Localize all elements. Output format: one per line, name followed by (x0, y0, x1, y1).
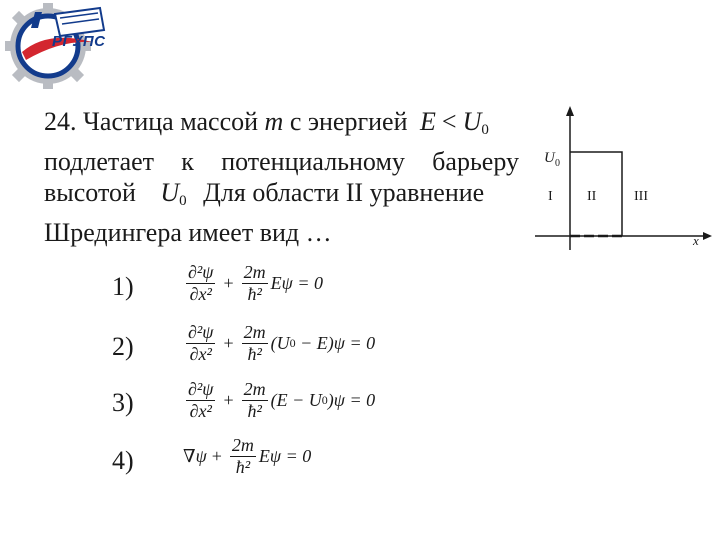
x-axis-arrow (703, 232, 712, 240)
fraction-numerator: 2m (231, 435, 254, 455)
fraction-denominator: ħ² (247, 401, 262, 421)
logo-text: РГУПС (52, 33, 106, 50)
word: барьеру (432, 147, 519, 176)
diagram-U-label: U (544, 150, 555, 166)
option-4-number: 4) (112, 446, 134, 475)
option-3-number: 3) (112, 388, 134, 417)
coefficient-fraction (242, 263, 268, 304)
fraction-denominator: ħ² (235, 457, 251, 477)
nabla-psi: ∇ψ (183, 446, 207, 466)
region-II-label: II (587, 189, 597, 204)
fraction-denominator: ∂x² (189, 401, 212, 421)
plus-sign: + (223, 333, 234, 353)
problem-text-1a: 24. Частица массой (44, 107, 259, 136)
option-3-formula (183, 380, 375, 421)
vertical-axis-arrow (566, 106, 574, 116)
second-derivative-fraction (186, 263, 215, 304)
option-2-number: 2) (112, 332, 134, 361)
word: подлетает (44, 147, 155, 176)
problem-line-2 (44, 146, 519, 177)
formula-tail-end: − E)ψ = 0 (295, 333, 376, 353)
diagram-U-subscript: 0 (555, 158, 560, 169)
potential-barrier-diagram (530, 100, 715, 250)
fraction-numerator: ∂²ψ (188, 262, 214, 282)
fraction-denominator: ∂x² (189, 344, 212, 364)
problem-text-1b: с энергией (289, 107, 408, 136)
option-4-formula (183, 436, 311, 477)
option-1-formula (183, 263, 323, 304)
formula-subscript: 0 (289, 336, 296, 350)
problem-statement (44, 106, 519, 248)
plus-sign: + (211, 446, 222, 466)
mass-symbol: m (264, 107, 284, 136)
fraction-numerator: 2m (243, 322, 266, 342)
problem-line-3 (44, 177, 519, 217)
second-derivative-fraction (186, 380, 215, 421)
option-2-formula (183, 323, 375, 364)
formula-tail: Eψ = 0 (258, 446, 312, 466)
x-axis-label: x (693, 233, 699, 248)
word: потенциальному (221, 147, 405, 176)
fraction-numerator: ∂²ψ (188, 322, 214, 342)
formula-tail: (E − U (270, 390, 322, 410)
formula-tail-end: )ψ = 0 (327, 390, 376, 410)
potential-symbol: U (462, 107, 482, 136)
problem-text-3b: Для области II уравнение (203, 178, 485, 207)
coefficient-fraction (230, 436, 256, 477)
energy-symbol: E (420, 107, 436, 136)
fraction-numerator: 2m (243, 379, 266, 399)
fraction-numerator: ∂²ψ (188, 379, 214, 399)
problem-text-3a: высотой (44, 178, 136, 207)
problem-line-1 (44, 106, 519, 146)
coefficient-fraction (242, 323, 268, 364)
barrier-height-symbol: U (160, 178, 180, 207)
university-logo (0, 0, 110, 90)
option-1-number: 1) (112, 272, 134, 301)
fraction-denominator: ħ² (247, 284, 262, 304)
fraction-denominator: ħ² (247, 344, 262, 364)
word: к (181, 147, 194, 176)
second-derivative-fraction (186, 323, 215, 364)
formula-subscript: 0 (321, 393, 328, 407)
region-III-label: III (634, 189, 648, 204)
less-than-symbol: < (441, 107, 457, 136)
barrier-height-subscript: 0 (179, 193, 187, 209)
plus-sign: + (223, 273, 234, 293)
coefficient-fraction (242, 380, 268, 421)
potential-subscript: 0 (481, 122, 489, 138)
formula-tail: Eψ = 0 (270, 273, 323, 293)
problem-line-4: Шредингера имеет вид … (44, 218, 332, 247)
fraction-denominator: ∂x² (189, 284, 212, 304)
fraction-numerator: 2m (243, 262, 266, 282)
region-I-label: I (548, 189, 553, 204)
plus-sign: + (223, 390, 234, 410)
formula-tail: (U (270, 333, 290, 353)
